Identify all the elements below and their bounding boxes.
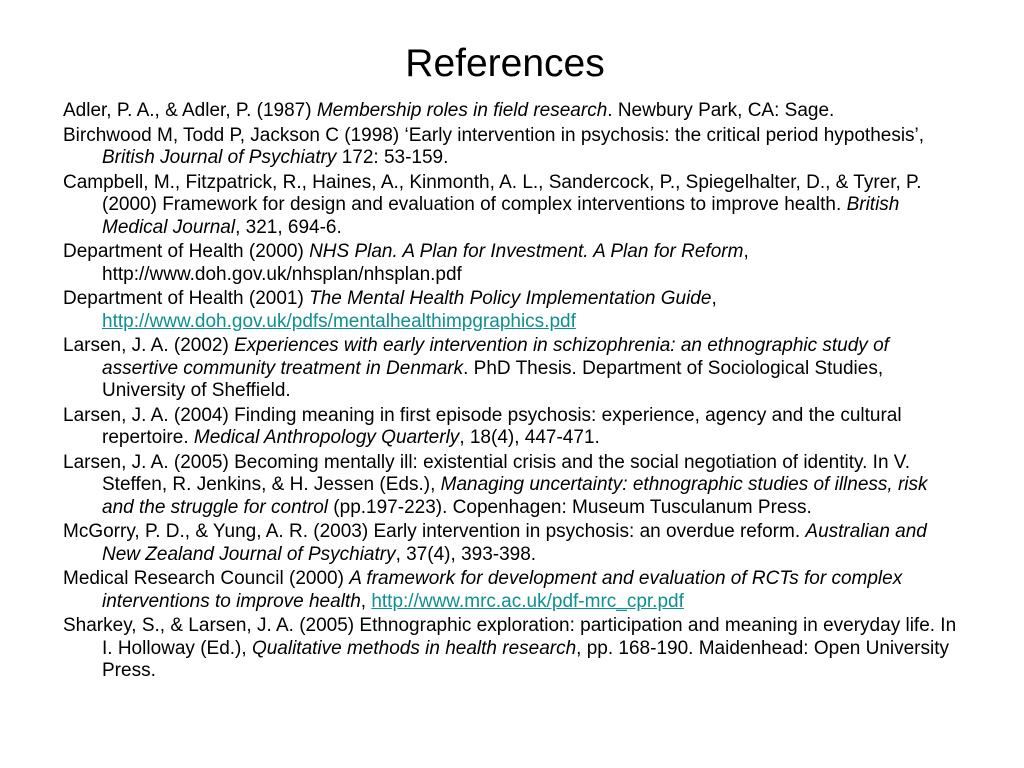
reference-title: Medical Anthropology Quarterly <box>193 427 460 448</box>
reference-details: , <box>711 288 717 309</box>
reference-title: Qualitative methods in health research <box>251 637 577 659</box>
reference-details: . PhD Thesis. Department of Sociological Studies, University of Sheffield. <box>102 357 884 401</box>
reference-text: McGorry, P. D., & Yung, A. R. (2003) Early intervention in psychosis: an overdue reform. <box>63 521 806 542</box>
reference-item <box>63 568 959 613</box>
reference-details: , pp. 168-190. Maidenhead: Open University Press. <box>102 637 950 681</box>
reference-item <box>63 100 959 123</box>
reference-text: Adler, P. A., & Adler, P. (1987) <box>63 100 317 121</box>
reference-title: A framework for development and evaluation of RCTs for complex interventions to improve health <box>102 568 903 612</box>
reference-title: Australian and New Zealand Journal of Psychiatry <box>102 521 927 565</box>
reference-details: 172: 53-159. <box>336 147 449 168</box>
reference-item <box>63 125 959 170</box>
reference-title: British Medical Journal <box>102 194 900 238</box>
reference-item <box>63 521 959 566</box>
reference-text: Sharkey, S., & Larsen, J. A. (2005) Ethnographic exploration: participation and meaning in everyday life. In I. Holloway (Ed.), <box>63 615 957 659</box>
reference-text: Department of Health (2000) <box>63 241 310 262</box>
reference-details: (pp.197-223). Copenhagen: Museum Tusculanum Press. <box>328 496 812 518</box>
reference-text: Larsen, J. A. (2005) Becoming mentally ill: existential crisis and the social negotiation of identity. In V. Steffen, R. Jenkins, & H. Jessen (Eds.), <box>63 451 911 495</box>
reference-item <box>63 241 959 286</box>
reference-details: , 18(4), 447-471. <box>459 427 600 448</box>
reference-title: British Journal of Psychiatry <box>102 147 337 168</box>
reference-title: NHS Plan. A Plan for Investment. A Plan for Reform <box>309 241 744 262</box>
reference-text: Larsen, J. A. (2004) Finding meaning in first episode psychosis: experience, agency and the cultural repertoire. <box>63 404 902 448</box>
reference-details: , http://www.doh.gov.uk/nhsplan/nhsplan.pdf <box>102 241 749 285</box>
reference-details: . Newbury Park, CA: Sage. <box>607 100 835 121</box>
reference-list <box>63 100 959 685</box>
reference-title: Membership roles in field research <box>316 100 608 121</box>
reference-item <box>63 615 959 683</box>
reference-title: The Mental Health Policy Implementation Guide <box>309 288 712 309</box>
reference-text: Medical Research Council (2000) <box>63 568 350 589</box>
reference-link[interactable]: http://www.mrc.ac.uk/pdf-mrc_cpr.pdf <box>371 590 684 612</box>
reference-title: Experiences with early intervention in schizophrenia: an ethnographic study of assertive community treatment in Denmark <box>102 335 889 379</box>
reference-text: Campbell, M., Fitzpatrick, R., Haines, A., Kinmonth, A. L., Sandercock, P., Spiegelhalter, D., & Tyrer, P. (2000) Framework for design and evaluation of complex interventions to improve health. <box>63 171 922 215</box>
reference-item <box>63 335 959 403</box>
reference-item <box>63 452 959 520</box>
reference-text: Larsen, J. A. (2002) <box>63 335 235 356</box>
reference-text: Department of Health (2001) <box>63 288 310 309</box>
reference-details: , 37(4), 393-398. <box>395 543 537 565</box>
reference-item <box>63 288 959 333</box>
reference-text: Birchwood M, Todd P, Jackson C (1998) ‘Early intervention in psychosis: the critical period hypothesis’, <box>63 124 925 146</box>
reference-item <box>63 172 959 240</box>
reference-link[interactable]: http://www.doh.gov.uk/pdfs/mentalhealthimpgraphics.pdf <box>102 310 576 332</box>
reference-title: Managing uncertainty: ethnographic studies of illness, risk and the struggle for control <box>102 474 928 518</box>
reference-item <box>63 405 959 450</box>
reference-details: , 321, 694-6. <box>235 216 342 238</box>
reference-details: , <box>360 590 372 612</box>
page-title: References <box>405 42 605 85</box>
